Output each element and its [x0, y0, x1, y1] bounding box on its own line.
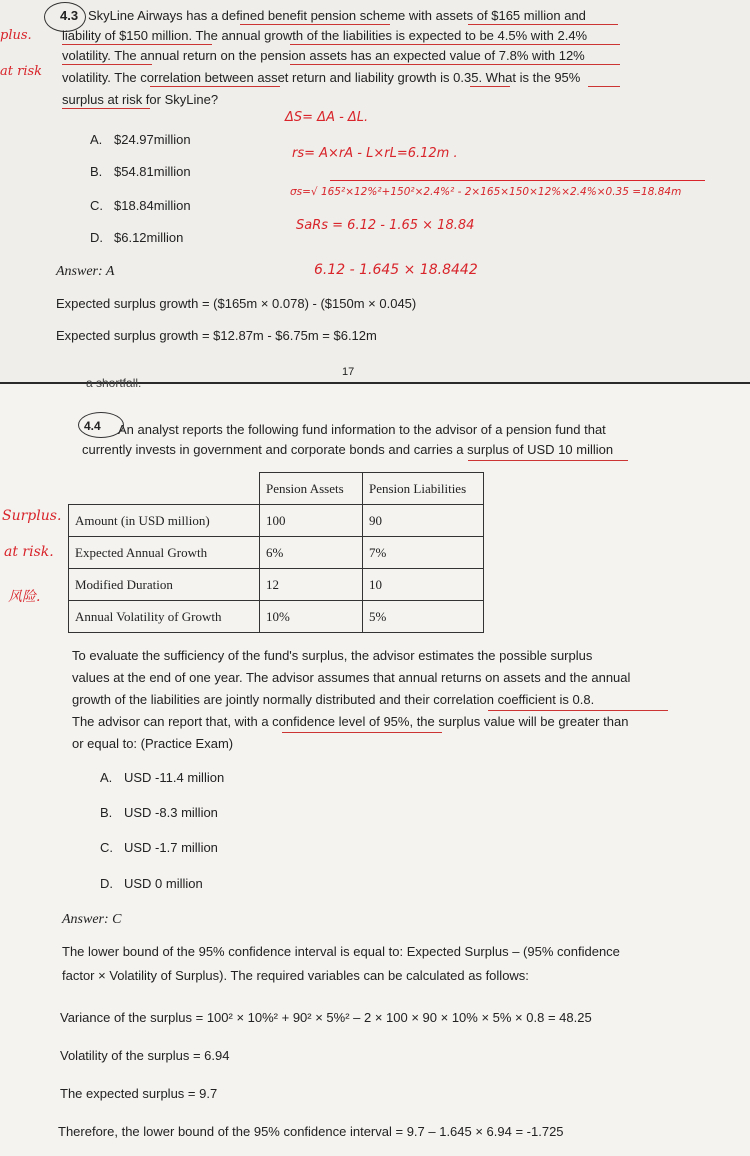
sqrt-overline — [330, 180, 705, 181]
underline-mark — [290, 64, 620, 65]
handwritten-margin-note: 风险. — [8, 589, 41, 605]
option-a: A. USD -11.4 million — [100, 770, 225, 785]
question-number: 4.3 — [60, 8, 79, 23]
handwritten-margin-note: plus. — [0, 28, 32, 43]
calculation-line-1: Expected surplus growth = ($165m × 0.078) - ($150m × 0.045) — [56, 296, 417, 311]
underline-mark — [62, 44, 212, 45]
table-cell: 10% — [260, 601, 363, 633]
paragraph-line-3: growth of the liabilities are jointly normally distributed and their correlation coefficient is 0.8. — [72, 692, 595, 707]
handwritten-formula: ΔS= ΔA - ΔL. — [285, 110, 369, 125]
underline-mark — [488, 710, 668, 711]
question-line-1: SkyLine Airways has a defined benefit pension scheme with assets of $165 million and — [88, 8, 586, 23]
table-header-cell: Pension Liabilities — [363, 473, 484, 505]
underline-mark — [282, 732, 442, 733]
paragraph-line-4: The advisor can report that, with a confidence level of 95%, the surplus value will be greater than — [72, 714, 629, 729]
table-cell: 5% — [363, 601, 484, 633]
answer-label: Answer: C — [62, 912, 122, 927]
option-c: C. $18.84million — [90, 198, 191, 213]
table-row — [69, 569, 484, 601]
table-cell: 12 — [260, 569, 363, 601]
table-cell: Modified Duration — [69, 569, 260, 601]
calculation-line-2: Expected surplus growth = $12.87m - $6.75m = $6.12m — [56, 328, 377, 343]
expected-surplus-line: The expected surplus = 9.7 — [60, 1086, 218, 1101]
question-line-3: volatility. The annual return on the pension assets has an expected value of 7.8% with 12% — [62, 48, 585, 63]
underline-mark — [62, 108, 150, 109]
option-c: C. USD -1.7 million — [100, 840, 218, 855]
question-line-2: liability of $150 million. The annual growth of the liabilities is expected to be 4.5% with 2.4% — [62, 28, 588, 43]
table-cell: 10 — [363, 569, 484, 601]
underline-mark — [290, 44, 620, 45]
page-number: 17 — [342, 366, 355, 378]
table-header-cell: Pension Assets — [260, 473, 363, 505]
question-line-4: volatility. The correlation between asset return and liability growth is 0.35. What is the 95% — [62, 70, 581, 85]
handwritten-margin-note: Surplus. — [2, 508, 62, 524]
table-cell: 6% — [260, 537, 363, 569]
underline-mark — [468, 460, 628, 461]
option-b: B. $54.81million — [90, 164, 191, 179]
underline-mark — [468, 24, 618, 25]
underline-mark — [588, 86, 620, 87]
cut-off-text: a shortfall. — [86, 376, 142, 390]
table-header-row — [69, 473, 484, 505]
table-cell: Amount (in USD million) — [69, 505, 260, 537]
conclusion-line: Therefore, the lower bound of the 95% confidence interval = 9.7 – 1.645 × 6.94 = -1.725 — [58, 1124, 564, 1139]
question-line-2: currently invests in government and corporate bonds and carries a surplus of USD 10 million — [82, 442, 614, 457]
paragraph-line-2: values at the end of one year. The advisor assumes that annual returns on assets and the annual — [72, 670, 631, 685]
table-cell: Expected Annual Growth — [69, 537, 260, 569]
answer-label: Answer: A — [56, 264, 115, 279]
table-row — [69, 601, 484, 633]
table-cell: Annual Volatility of Growth — [69, 601, 260, 633]
paragraph-line-1: To evaluate the sufficiency of the fund's surplus, the advisor estimates the possible surplus — [72, 648, 593, 663]
handwritten-margin-note: at risk — [0, 64, 43, 79]
underline-mark — [470, 86, 510, 87]
variance-formula: Variance of the surplus = 100² × 10%² + 90² × 5%² – 2 × 100 × 90 × 10% × 5% × 0.8 = 48.25 — [60, 1010, 592, 1025]
underline-mark — [62, 64, 152, 65]
table-row — [69, 537, 484, 569]
question-number: 4.4 — [84, 419, 101, 433]
table-cell: 90 — [363, 505, 484, 537]
explanation-line-2: factor × Volatility of Surplus). The required variables can be calculated as follows: — [62, 968, 529, 983]
table-cell: 7% — [363, 537, 484, 569]
underline-mark — [150, 86, 280, 87]
table-cell: 100 — [260, 505, 363, 537]
fund-info-table — [68, 472, 484, 633]
option-a: A. $24.97million — [90, 132, 191, 147]
volatility-line: Volatility of the surplus = 6.94 — [60, 1048, 230, 1063]
table-cell — [69, 473, 260, 505]
option-d: D. $6.12million — [90, 230, 184, 245]
table-row — [69, 505, 484, 537]
option-d: D. USD 0 million — [100, 876, 203, 891]
page-question-4-3 — [0, 0, 750, 382]
handwritten-formula: rs= A×rA - L×rL=6.12m . — [292, 146, 458, 161]
page-question-4-4 — [0, 376, 750, 1156]
explanation-line-1: The lower bound of the 95% confidence interval is equal to: Expected Surplus – (95% confidence — [62, 944, 620, 959]
paragraph-line-5: or equal to: (Practice Exam) — [72, 736, 234, 751]
question-line-1: An analyst reports the following fund information to the advisor of a pension fund that — [118, 422, 606, 437]
handwritten-formula: SaRs = 6.12 - 1.65 × 18.84 — [296, 218, 475, 233]
question-line-5: surplus at risk for SkyLine? — [62, 92, 219, 107]
handwritten-margin-note: at risk. — [4, 544, 54, 560]
underline-mark — [240, 24, 390, 25]
option-b: B. USD -8.3 million — [100, 805, 218, 820]
handwritten-formula: 6.12 - 1.645 × 18.8442 — [314, 262, 478, 278]
handwritten-formula: σs=√ 165²×12%²+150²×2.4%² - 2×165×150×12%×2.4%×0.35 =18.84m — [290, 186, 682, 198]
